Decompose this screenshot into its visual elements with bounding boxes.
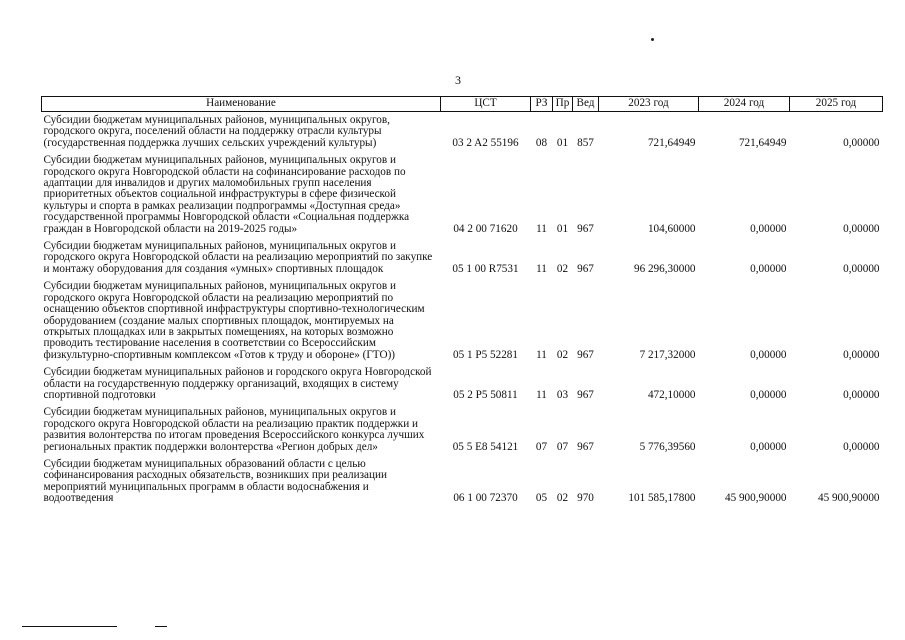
row-pr: 01 bbox=[556, 222, 569, 235]
header-2025: 2025 год bbox=[790, 97, 883, 112]
row-2023: 104,60000 bbox=[647, 222, 696, 235]
row-name: Субсидии бюджетам муниципальных районов, муниципальных округов и городского округа Новгородской области на реализацию мероприятий по закупке и монтажу оборудования для создания «умных» спортивных площадок bbox=[43, 240, 433, 275]
table-row bbox=[42, 152, 883, 238]
footer-rule-long bbox=[22, 626, 117, 627]
row-2023: 101 585,17800 bbox=[628, 492, 696, 505]
row-ved: 967 bbox=[577, 222, 594, 235]
table-row bbox=[42, 456, 883, 508]
header-2024: 2024 год bbox=[699, 97, 790, 112]
table-row bbox=[42, 112, 883, 153]
row-2025: 0,00000 bbox=[843, 262, 880, 275]
row-name: Субсидии бюджетам муниципальных районов, муниципальных округов, городского округа, поселений области на поддержку отрасли культуры (государственная поддержка лучших сельских учреждений культуры) bbox=[43, 114, 390, 149]
row-2025: 0,00000 bbox=[843, 222, 880, 235]
row-pr: 02 bbox=[556, 348, 569, 361]
header-2023: 2023 год bbox=[599, 97, 699, 112]
row-2025: 0,00000 bbox=[843, 136, 880, 149]
table-row bbox=[42, 278, 883, 364]
row-2025: 0,00000 bbox=[843, 440, 880, 453]
row-ved: 970 bbox=[577, 492, 594, 505]
row-2023: 7 217,32000 bbox=[639, 348, 696, 361]
row-ved: 967 bbox=[577, 388, 594, 401]
row-pr: 03 bbox=[556, 388, 569, 401]
row-2024: 0,00000 bbox=[750, 388, 787, 401]
row-2025: 0,00000 bbox=[843, 388, 880, 401]
table-row bbox=[42, 238, 883, 278]
header-cst: ЦСТ bbox=[441, 97, 531, 112]
row-ved: 967 bbox=[577, 440, 594, 453]
page-number: 3 bbox=[455, 73, 461, 87]
header-ved: Вед bbox=[573, 97, 599, 112]
row-cst: 04 2 00 71620 bbox=[453, 222, 518, 235]
stray-dot-mark bbox=[651, 38, 654, 41]
row-name: Субсидии бюджетам муниципальных районов, муниципальных округов и городского округа Новгородской области на софинансирование расходов по адаптации для инвалидов и других маломобильных групп населения приоритетных объектов социальной инфраструктуры в сфере физической культуры и спорта в рамках реализации подпрограммы «Доступная среда» государственной программы Новгородской области «Социальная поддержка граждан в Новгородской области на 2019-2025 годы» bbox=[43, 154, 410, 235]
row-cst: 05 1 P5 52281 bbox=[453, 348, 518, 361]
row-rz: 05 bbox=[535, 492, 548, 505]
row-rz: 11 bbox=[536, 388, 547, 401]
table-header-row bbox=[42, 97, 883, 112]
row-2024: 0,00000 bbox=[750, 348, 787, 361]
row-name: Субсидии бюджетам муниципальных районов, муниципальных округов и городского округа Новгородской области на реализацию мероприятий по оснащению объектов спортивной инфраструктуры спортивно-технологическим оборудованием (создание малых спортивных площадок, монтируемых на открытых площадках или в закрытых помещениях, на которых возможно проводить тестирование населения в соответствии со Всероссийским физкультурно-спортивным комплексом «Готов к труду и обороне» (ГТО)) bbox=[43, 280, 425, 361]
budget-table bbox=[41, 96, 883, 508]
row-name: Субсидии бюджетам муниципальных районов и городского округа Новгородской области на государственную поддержку организаций, входящих в систему спортивной подготовки bbox=[43, 366, 432, 401]
row-2024: 0,00000 bbox=[750, 222, 787, 235]
row-2023: 5 776,39560 bbox=[639, 440, 696, 453]
row-2025: 45 900,90000 bbox=[817, 492, 880, 505]
row-cst: 05 5 E8 54121 bbox=[452, 440, 519, 453]
row-2024: 0,00000 bbox=[750, 262, 787, 275]
row-2023: 721,64949 bbox=[647, 136, 696, 149]
header-rz: РЗ bbox=[531, 97, 553, 112]
row-rz: 07 bbox=[535, 440, 548, 453]
table-row bbox=[42, 404, 883, 456]
row-ved: 967 bbox=[577, 262, 594, 275]
row-2023: 96 296,30000 bbox=[633, 262, 696, 275]
row-2025: 0,00000 bbox=[843, 348, 880, 361]
row-rz: 11 bbox=[536, 222, 547, 235]
row-ved: 857 bbox=[577, 136, 594, 149]
row-2024: 0,00000 bbox=[750, 440, 787, 453]
row-name: Субсидии бюджетам муниципальных образований области с целью софинансирования расходных обязательств, возникших при реализации мероприятий муниципальных программ в области водоснабжения и водоотведения bbox=[43, 457, 387, 505]
row-2024: 721,64949 bbox=[738, 136, 787, 149]
row-name: Субсидии бюджетам муниципальных районов, муниципальных округов и городского округа Новгородской области на реализацию практик поддержки и развития волонтерства по итогам проведения Всероссийского конкурса лучших региональных практик поддержки волонтерства «Регион добрых дел» bbox=[43, 406, 425, 453]
row-pr: 02 bbox=[556, 492, 569, 505]
table-row bbox=[42, 364, 883, 404]
row-pr: 01 bbox=[556, 136, 569, 149]
row-2023: 472,10000 bbox=[647, 388, 696, 401]
row-rz: 11 bbox=[536, 262, 547, 275]
row-cst: 06 1 00 72370 bbox=[453, 492, 518, 505]
footer-rule-short bbox=[155, 626, 167, 627]
row-cst: 05 2 P5 50811 bbox=[453, 388, 518, 401]
row-ved: 967 bbox=[577, 348, 594, 361]
row-cst: 03 2 A2 55196 bbox=[452, 136, 519, 149]
row-2024: 45 900,90000 bbox=[724, 492, 787, 505]
row-cst: 05 1 00 R7531 bbox=[452, 262, 519, 275]
row-pr: 07 bbox=[556, 440, 569, 453]
row-pr: 02 bbox=[556, 262, 569, 275]
header-pr: Пр bbox=[553, 97, 573, 112]
row-rz: 11 bbox=[536, 348, 547, 361]
row-rz: 08 bbox=[535, 136, 548, 149]
header-name: Наименование bbox=[42, 97, 441, 112]
